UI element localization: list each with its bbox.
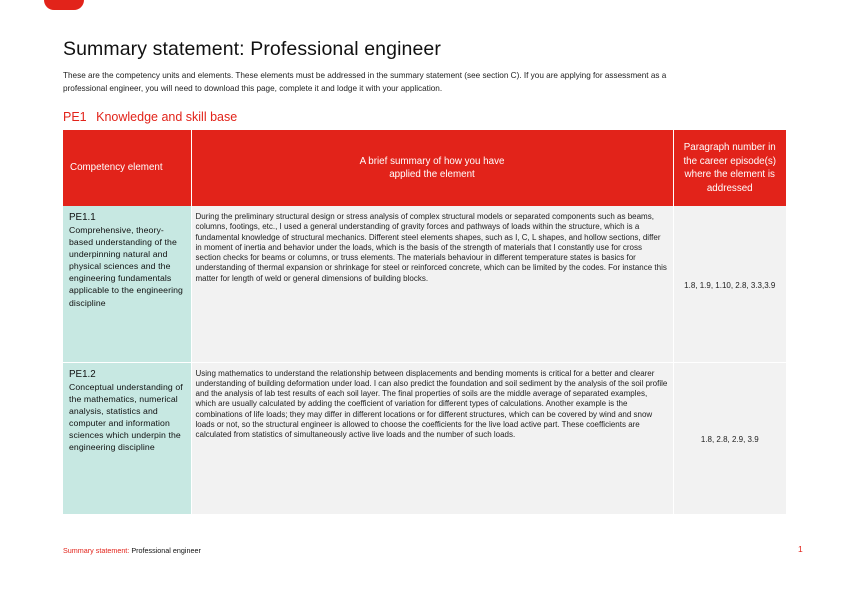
summary-cell[interactable] (191, 206, 673, 362)
table-row (63, 362, 786, 514)
element-description: Conceptual understanding of the mathematics, numerical analysis, statistics and computer and information sciences which underpin the engineering discipline (69, 381, 183, 452)
table-header-row (63, 130, 786, 206)
element-code: PE1.1 (69, 212, 96, 223)
element-description: Comprehensive, theory-based understanding of the underpinning natural and physical sciences and the engineering fundamentals applicable to the engineering discipline (69, 225, 183, 308)
section-heading (63, 110, 237, 124)
footer-label (63, 546, 201, 555)
footer-label-accent: Summary statement: (63, 546, 130, 555)
paragraph-numbers: 1.8, 1.9, 1.10, 2.8, 3.3,3.9 (684, 280, 776, 290)
element-code: PE1.2 (69, 368, 96, 380)
summary-cell[interactable] (191, 362, 673, 514)
page-number: 1 (798, 544, 803, 554)
table-row (63, 206, 786, 362)
element-cell (63, 362, 191, 514)
competency-table (63, 130, 786, 515)
section-title: Knowledge and skill base (96, 110, 238, 124)
header-paragraph-text: Paragraph number in the career episode(s) where the element is addressed (683, 142, 777, 194)
header-competency-element: Competency element (63, 130, 191, 206)
intro-paragraph: These are the competency units and elements. These elements must be addressed in the summary statement (see section C). If you are applying for assessment as a professional engineer, you will need to download this page, complete it and lodge it with your application. (63, 71, 667, 93)
page-title: Summary statement: Professional engineer (63, 38, 441, 60)
element-cell (63, 206, 191, 362)
summary-text: During the preliminary structural design or stress analysis of complex structural models or separated components such as beams, columns, footings, etc., I used a general understanding of gravity forces and pathways of loads within the structure, which is a fundamental knowledge of structural mechanics. Different steel elements shapes, such as I, C, L shapes, and hollow sections, differ in moment of inertia and behavior under the loads, which is the basis of the strength of materials that I constantly use for cross section checks for beams or columns, or truss elements. The materials behaviour in different temperature states is basics for understanding of thermal expansion or shrinkage for steel or reinforced concrete, which can be limited by the codes. For instance this matter for length of weld or general dimensions of building blocks. (195, 212, 667, 283)
paragraph-cell[interactable] (673, 362, 786, 514)
paragraph-cell[interactable] (673, 206, 786, 362)
section-code: PE1 (63, 110, 87, 124)
header-paragraph-number (673, 130, 786, 206)
paragraph-numbers: 1.8, 2.8, 2.9, 3.9 (700, 435, 759, 444)
brand-tab (44, 0, 84, 10)
header-summary-text: A brief summary of how you have applied the element (359, 155, 505, 180)
summary-text: Using mathematics to understand the relationship between displacements and bending moments is critical for a better and clearer understanding of building deformation under load. I can also predict the foundation and soil sediment by the analysis of the soil profile and the analysis of lab test results of each soil layer. The final properties of soils are the middle average of separated examples, which are usually calculated by adding the coefficient of variation for different types of calculations. Another example is the combinations of life loads; they may differ in different locations or for different structures, which can be covered by wind and snow loads or not, so the structural engineer is allowed to choose the coefficients for the live load active part. These coefficients are calculated from statistics of simultaneously active live loads and the number of such loads. (195, 368, 668, 440)
footer-label-rest: Professional engineer (131, 546, 201, 555)
header-summary (191, 130, 673, 206)
